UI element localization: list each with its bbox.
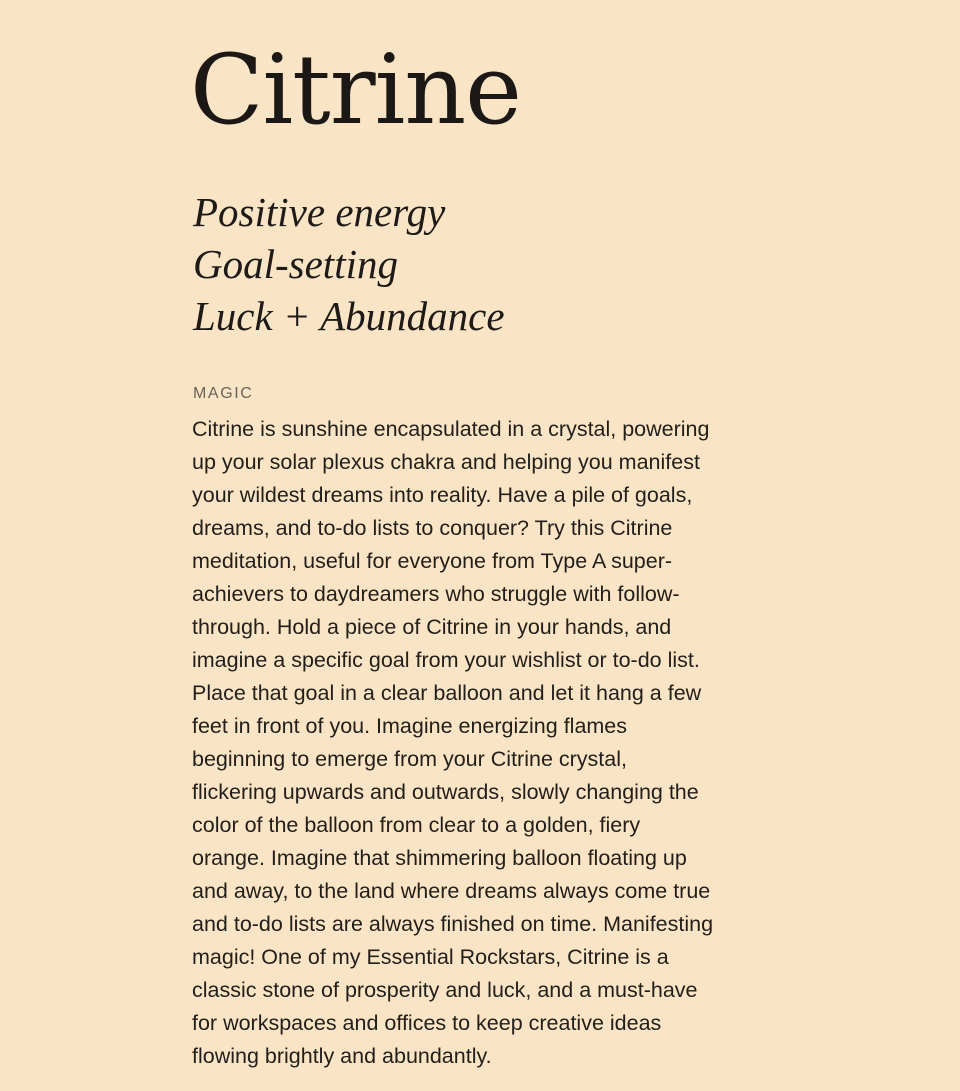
quality-item: Goal-setting — [193, 241, 398, 287]
qualities-list — [193, 186, 505, 342]
page-title: Citrine — [190, 34, 521, 146]
quality-item: Luck + Abundance — [193, 293, 505, 339]
body-line: Place that goal in a clear balloon and let it hang a few — [192, 681, 702, 705]
body-line: classic stone of prosperity and luck, and a must-have — [192, 978, 698, 1002]
body-line: through. Hold a piece of Citrine in your hands, and — [192, 615, 672, 639]
body-line: imagine a specific goal from your wishlist or to-do list. — [192, 648, 700, 672]
body-line: meditation, useful for everyone from Type A super- — [192, 549, 673, 573]
section-label: MAGIC — [193, 385, 254, 402]
quality-item: Positive energy — [193, 189, 446, 235]
body-line: and to-do lists are always finished on time. Manifesting — [192, 912, 714, 936]
body-line: beginning to emerge from your Citrine crystal, — [192, 747, 627, 771]
body-line: flowing brightly and abundantly. — [192, 1044, 492, 1068]
body-line: magic! One of my Essential Rockstars, Citrine is a — [192, 945, 669, 969]
body-line: for workspaces and offices to keep creative ideas — [192, 1011, 662, 1035]
body-line: your wildest dreams into reality. Have a pile of goals, — [192, 483, 693, 507]
body-line: achievers to daydreamers who struggle with follow- — [192, 582, 680, 606]
body-line: Citrine is sunshine encapsulated in a crystal, powering — [192, 417, 710, 441]
body-line: up your solar plexus chakra and helping you manifest — [192, 450, 700, 474]
body-line: dreams, and to-do lists to conquer? Try this Citrine — [192, 516, 673, 540]
body-line: flickering upwards and outwards, slowly changing the — [192, 780, 699, 804]
body-line: feet in front of you. Imagine energizing flames — [192, 714, 628, 738]
body-paragraph — [192, 413, 782, 1073]
body-line: color of the balloon from clear to a golden, fiery — [192, 813, 641, 837]
body-line: and away, to the land where dreams always come true — [192, 879, 711, 903]
body-line: orange. Imagine that shimmering balloon floating up — [192, 846, 687, 870]
